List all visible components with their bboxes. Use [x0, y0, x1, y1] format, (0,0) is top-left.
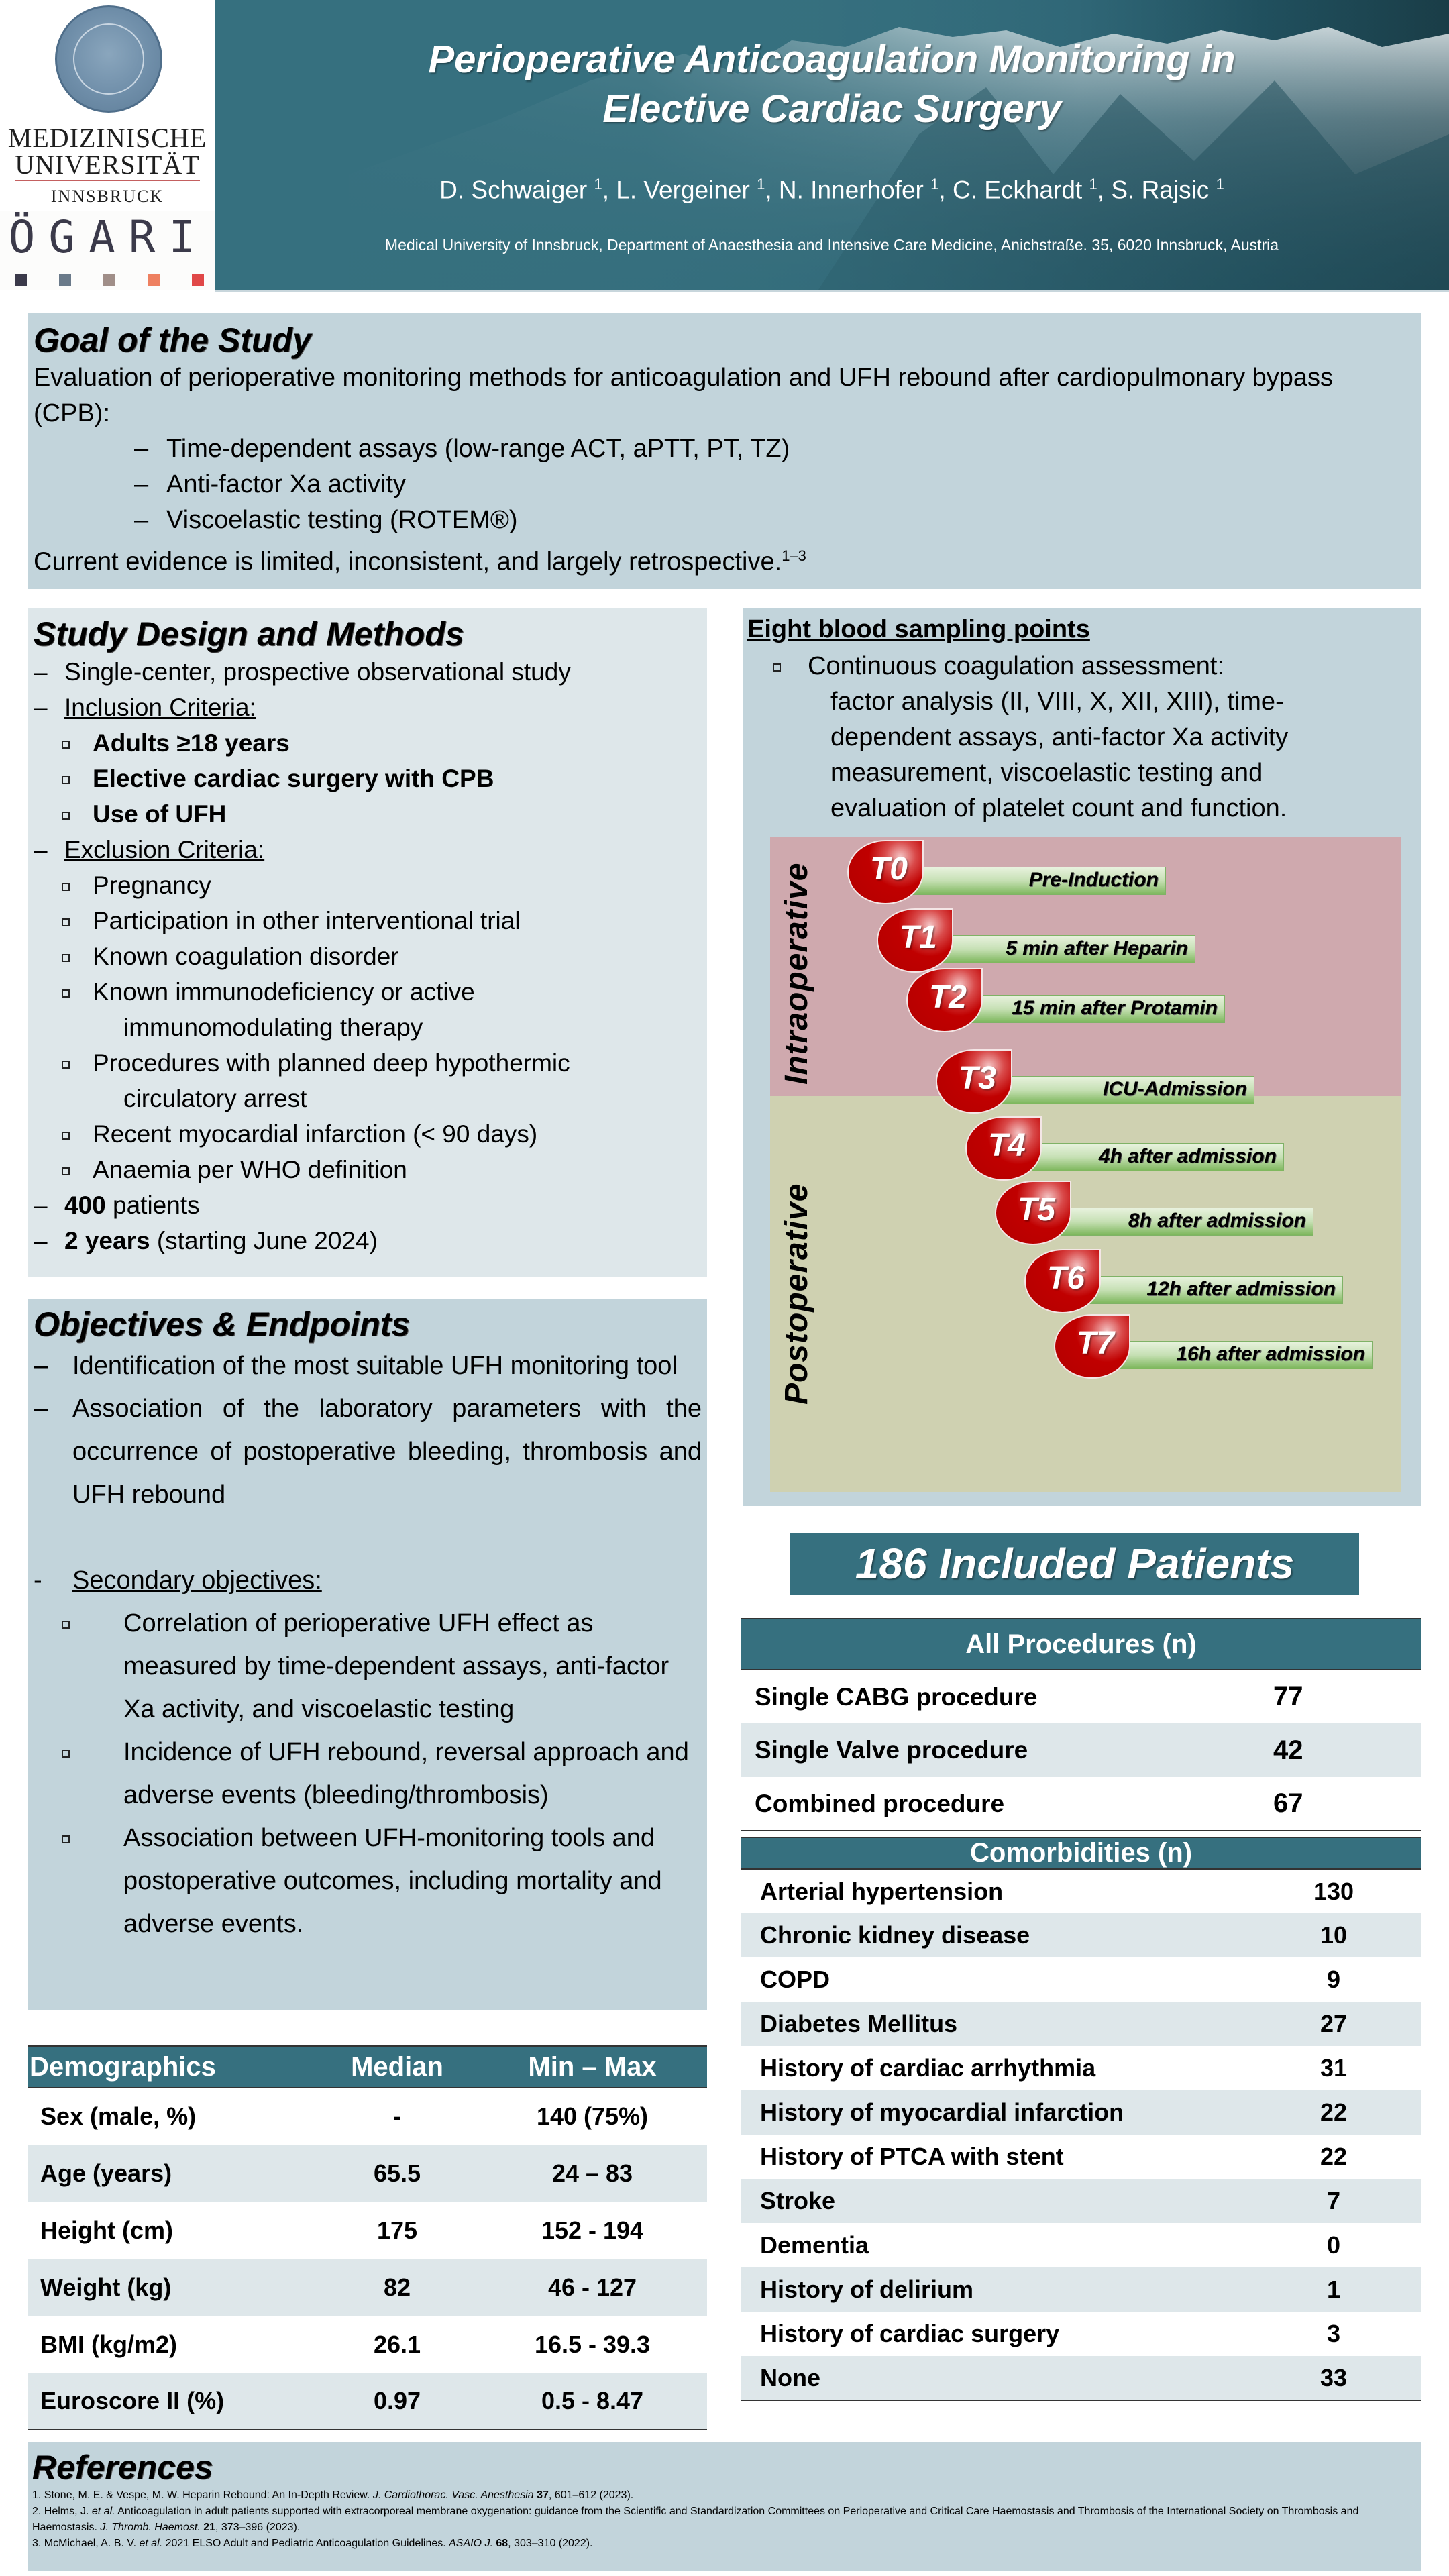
column-header: Median	[317, 2046, 478, 2088]
row-value: 42	[1273, 1735, 1303, 1765]
table-row	[28, 2145, 707, 2202]
author-list: D. Schwaiger $^1$, L. Vergeiner $^1$, N. Innerhofer $^1$, C. Eckhardt $^1$, S. Rajsic $^1$	[439, 176, 1224, 204]
reference-item: 3. McMichael, A. B. V. et al. 2021 ELSO Adult and Pediatric Anticoagulation Guidelines. ASAIO J. 68, 303–310 (2022).	[32, 2538, 593, 2549]
row-label: Height (cm)	[40, 2216, 173, 2244]
timepoint-description: 5 min after Heparin	[1006, 937, 1188, 959]
design-item: – 2 years (starting June 2024)	[34, 1223, 702, 1258]
row-value: 175	[376, 2216, 418, 2244]
square-bullet-icon	[34, 1152, 93, 1187]
poster-title-line1: Perioperative Anticoagulation Monitoring in	[428, 38, 1236, 81]
citation-mark: 1–3	[782, 547, 806, 564]
row-value: 7	[1326, 2187, 1341, 2214]
timepoint-description: 16h after admission	[1176, 1343, 1365, 1365]
goal-section	[28, 313, 1421, 589]
author-affiliation-mark: 1	[757, 176, 765, 193]
table-header-row	[741, 1837, 1421, 1869]
sampling-heading: Eight blood sampling points	[747, 615, 1090, 643]
comorbidities-header: Comorbidities (n)	[741, 1837, 1421, 1869]
blood-drop-icon	[965, 1116, 1042, 1181]
row-value: 0	[1326, 2231, 1341, 2259]
timepoint-id: T0	[869, 851, 908, 887]
square-bullet-icon	[34, 761, 93, 796]
timepoint-id: T3	[958, 1061, 996, 1096]
secondary-objective: Correlation of perioperative UFH effect as measured by time-dependent assays, anti-factor Xa activity, and viscoelastic testing	[34, 1602, 702, 1731]
table-row	[741, 2267, 1421, 2312]
dash-bullet-icon: –	[34, 1191, 48, 1219]
design-item	[34, 690, 702, 725]
affiliation: Medical University of Innsbruck, Department of Anaesthesia and Intensive Care Medicine, Anichstraße. 35, 6020 Innsbruck, Austria	[384, 236, 1279, 254]
timepoint-label-bar	[894, 867, 1166, 895]
row-value: 152 - 194	[541, 2216, 644, 2244]
row-value: 27	[1320, 2010, 1348, 2037]
row-label: COPD	[760, 1966, 830, 1993]
square-bullet-icon	[34, 796, 93, 832]
exclusion-item-continued: circulatory arrest	[123, 1085, 307, 1112]
timepoint-description: 4h after admission	[1098, 1145, 1277, 1167]
table-row	[741, 2046, 1421, 2090]
square-bullet-icon	[34, 974, 93, 1010]
blood-drop-icon	[936, 1049, 1012, 1114]
row-value: 0.97	[317, 2373, 478, 2430]
exclusion-item: Recent myocardial infarction (< 90 days)	[34, 1116, 702, 1152]
row-value: 82	[383, 2273, 411, 2301]
row-value: 77	[1273, 1682, 1303, 1711]
row-value: 31	[1320, 2054, 1348, 2082]
row-value: 9	[1326, 1966, 1341, 1993]
reference-item: 2. Helms, J. et al. Anticoagulation in adult patients supported with extracorporeal membrane oxygenation: guidance from the Scientific and Standardization Committees on Perioperative and Critical Care Haemostasis and Thrombosis of the International Society on Thrombosis and Haemostasis. J. Thromb. Haemost. 21, 373–396 (2023).	[32, 2506, 1359, 2533]
primary-objective: – Identification of the most suitable UFH monitoring tool	[34, 1344, 702, 1387]
dash-bullet-icon: –	[34, 836, 48, 863]
university-city: INNSBRUCK	[50, 186, 164, 206]
inclusion-label: Inclusion Criteria:	[64, 694, 256, 721]
table-row	[741, 1723, 1421, 1777]
author-affiliation-mark: 1	[930, 176, 939, 193]
author-name: C. Eckhardt	[952, 176, 1083, 204]
ogari-square-5	[192, 274, 204, 286]
row-label: Arterial hypertension	[760, 1877, 1004, 1905]
dash-bullet-icon: –	[34, 1227, 48, 1254]
table-row	[741, 2356, 1421, 2400]
square-bullet-icon	[34, 1116, 93, 1152]
row-value: 130	[1313, 1877, 1354, 1905]
square-bullet-icon	[34, 938, 93, 974]
ogari-square-2	[59, 274, 71, 286]
row-value: 24 – 83	[551, 2159, 633, 2187]
table-row	[741, 1869, 1421, 1913]
exclusion-item: Anaemia per WHO definition	[34, 1152, 702, 1187]
timepoint-label-bar	[924, 935, 1195, 963]
design-item: – Single-center, prospective observational study	[34, 654, 702, 690]
secondary-label-row	[34, 1559, 702, 1602]
exclusion-item: Known immunodeficiency or active	[34, 974, 702, 1010]
table-row	[741, 2223, 1421, 2267]
objectives-section	[28, 1299, 707, 2010]
ogari-square-3	[103, 274, 115, 286]
blood-drop-icon	[1054, 1314, 1130, 1379]
goal-heading: Goal of the Study	[34, 321, 311, 359]
exclusion-item: Procedures with planned deep hypothermic	[34, 1045, 702, 1081]
ogari-square-4	[148, 274, 160, 286]
author-affiliation-mark: 1	[1216, 176, 1224, 193]
row-label: Diabetes Mellitus	[760, 2010, 958, 2037]
square-bullet-icon	[34, 1045, 93, 1081]
timepoint-label-bar	[983, 1076, 1254, 1104]
objectives-heading: Objectives & Endpoints	[34, 1305, 411, 1343]
table-row	[741, 1777, 1421, 1831]
row-label: Combined procedure	[741, 1777, 1273, 1831]
primary-objective: – Association of the laboratory parameters with the occurrence of postoperative bleeding, thrombosis and UFH rebound	[34, 1387, 702, 1516]
dash-bullet-icon: -	[34, 1566, 42, 1595]
table-row	[28, 2202, 707, 2259]
patient-count: 400	[64, 1191, 106, 1219]
exclusion-item: Known coagulation disorder	[34, 938, 702, 974]
dash-bullet-icon: –	[34, 1395, 48, 1423]
study-design-heading: Study Design and Methods	[34, 615, 464, 653]
goal-item: – Anti-factor Xa activity	[34, 467, 1415, 502]
secondary-objective: Incidence of UFH rebound, reversal approach and adverse events (bleeding/thrombosis)	[34, 1731, 702, 1817]
exclusion-item-continued: immunomodulating therapy	[123, 1014, 423, 1041]
design-item	[34, 832, 702, 867]
timepoint-description: 12h after admission	[1146, 1278, 1336, 1300]
procedures-header: All Procedures (n)	[741, 1619, 1421, 1670]
row-label: History of PTCA with stent	[760, 2143, 1064, 2170]
square-bullet-icon	[34, 1602, 123, 1731]
blood-drop-icon	[877, 908, 953, 973]
inclusion-item: Use of UFH	[34, 796, 702, 832]
table-row	[741, 2002, 1421, 2046]
table-row	[741, 2312, 1421, 2356]
blood-drop-icon	[906, 968, 983, 1032]
row-value: 3	[1326, 2320, 1341, 2347]
timepoint-id: T2	[928, 979, 967, 1015]
row-value: 0.5 - 8.47	[478, 2373, 707, 2430]
author-name: L. Vergeiner	[616, 176, 750, 204]
table-header-row	[741, 1619, 1421, 1670]
ogari-logo	[0, 211, 215, 290]
references-section	[28, 2442, 1421, 2571]
secondary-objective: Association between UFH-monitoring tools and postoperative outcomes, including mortality and adverse events.	[34, 1817, 702, 1945]
goal-item: – Viscoelastic testing (ROTEM®)	[34, 502, 1415, 538]
timepoint-label-bar	[1071, 1276, 1343, 1304]
university-divider	[15, 180, 200, 181]
blood-drop-icon	[1024, 1249, 1101, 1313]
row-value: 22	[1320, 2098, 1348, 2126]
square-bullet-icon	[34, 1731, 123, 1817]
table-row	[28, 2316, 707, 2373]
row-value: 10	[1320, 1921, 1348, 1949]
timepoint-t7	[1054, 1314, 1387, 1392]
row-label: Sex (male, %)	[40, 2102, 197, 2130]
timepoint-label-bar	[953, 995, 1225, 1023]
goal-item: – Time-dependent assays (low-range ACT, aPTT, PT, TZ)	[34, 431, 1415, 467]
table-row	[28, 2259, 707, 2316]
university-seal-logo	[55, 5, 162, 113]
timepoint-t3	[936, 1049, 1387, 1127]
table-row	[741, 2090, 1421, 2135]
column-header: Demographics	[28, 2046, 317, 2088]
row-value: 22	[1320, 2143, 1348, 2170]
table-row	[28, 2088, 707, 2145]
author-name: D. Schwaiger	[439, 176, 588, 204]
timepoint-description: 8h after admission	[1128, 1210, 1306, 1232]
dash-bullet-icon: –	[34, 658, 48, 686]
ogari-square-1	[15, 274, 27, 286]
timepoint-id: T6	[1046, 1260, 1085, 1296]
banner-divider	[215, 290, 1449, 292]
square-bullet-icon	[770, 649, 808, 684]
row-label: History of cardiac arrhythmia	[760, 2054, 1096, 2082]
square-bullet-icon	[34, 903, 93, 938]
timepoint-t0	[847, 840, 1387, 918]
row-label: History of myocardial infarction	[760, 2098, 1124, 2126]
study-design-section	[28, 608, 707, 1277]
secondary-label: Secondary objectives:	[72, 1566, 322, 1595]
square-bullet-icon	[34, 725, 93, 761]
dash-bullet-icon: –	[134, 435, 149, 463]
table-row	[741, 1670, 1421, 1723]
timepoint-id: T1	[899, 920, 937, 955]
logo-panel	[0, 0, 215, 290]
poster-title-line2: Elective Cardiac Surgery	[602, 87, 1061, 131]
author-affiliation-mark: 1	[1089, 176, 1097, 193]
row-value: 33	[1273, 2356, 1421, 2400]
inclusion-item: Adults ≥18 years	[34, 725, 702, 761]
timepoint-t5	[995, 1181, 1387, 1258]
square-bullet-icon	[34, 1817, 123, 1945]
table-row	[741, 2179, 1421, 2223]
dash-bullet-icon: –	[134, 470, 149, 498]
timepoint-id: T4	[987, 1128, 1026, 1163]
blood-drop-icon	[995, 1181, 1071, 1245]
university-name-line1: MEDIZINISCHE	[7, 123, 207, 153]
row-value: 1	[1326, 2275, 1341, 2303]
author-affiliation-mark: 1	[594, 176, 602, 193]
timepoint-description: 15 min after Protamin	[1012, 997, 1218, 1019]
row-label: Dementia	[760, 2231, 869, 2259]
row-value: 140 (75%)	[536, 2102, 649, 2130]
intraoperative-label: Intraoperative	[779, 862, 814, 1085]
exclusion-label: Exclusion Criteria:	[64, 836, 265, 863]
table-row	[741, 1913, 1421, 1957]
row-value: 67	[1273, 1777, 1421, 1831]
goal-conclusion: Current evidence is limited, inconsistent, and largely retrospective.$^{1-3}$	[34, 547, 806, 576]
inclusion-item: Elective cardiac surgery with CPB	[34, 761, 702, 796]
exclusion-item: Participation in other interventional trial	[34, 903, 702, 938]
goal-intro: Evaluation of perioperative monitoring methods for anticoagulation and UFH rebound after cardiopulmonary bypass (CPB):	[34, 364, 1333, 427]
timepoint-id: T5	[1017, 1192, 1055, 1228]
row-label: None	[741, 2356, 1273, 2400]
timepoint-id: T7	[1076, 1326, 1114, 1361]
row-label: Stroke	[760, 2187, 836, 2214]
row-label: History of delirium	[760, 2275, 974, 2303]
timepoint-description: ICU-Admission	[1102, 1078, 1247, 1100]
table-row	[741, 2135, 1421, 2179]
table-header-row	[28, 2046, 707, 2088]
row-label: Single Valve procedure	[755, 1736, 1028, 1764]
row-value: 26.1	[373, 2330, 421, 2358]
study-duration: 2 years	[64, 1227, 150, 1254]
row-label: Age (years)	[40, 2159, 172, 2187]
row-label: Weight (kg)	[40, 2273, 172, 2301]
procedures-table	[741, 1618, 1421, 1831]
timepoint-t2	[906, 968, 1387, 1046]
postoperative-label: Postoperative	[779, 1183, 814, 1405]
square-bullet-icon	[34, 867, 93, 903]
dash-bullet-icon: –	[134, 506, 149, 534]
row-value: -	[393, 2102, 401, 2130]
table-row	[741, 1957, 1421, 2002]
row-value: 16.5 - 39.3	[534, 2330, 651, 2358]
ogari-wordmark: ÖGARI	[8, 211, 209, 263]
comorbidities-table	[741, 1837, 1421, 2401]
row-label: Single CABG procedure	[755, 1682, 1038, 1711]
author-name: N. Innerhofer	[778, 176, 924, 204]
included-patients-banner: 186 Included Patients	[790, 1533, 1359, 1595]
row-label: Chronic kidney disease	[760, 1921, 1030, 1949]
author-name: S. Rajsic	[1111, 176, 1210, 204]
timepoint-label-bar	[1101, 1341, 1373, 1369]
timepoint-label-bar	[1012, 1143, 1284, 1171]
timepoint-description: Pre-Induction	[1028, 869, 1159, 891]
table-row	[28, 2373, 707, 2430]
sampling-description: Continuous coagulation assessment: factor analysis (II, VIII, X, XII, XIII), time- dependent assays, anti-factor Xa activity measurement, viscoelastic testing and evaluation of platelet count and function.	[770, 649, 1414, 826]
blood-drop-icon	[847, 840, 924, 904]
row-label: Euroscore II (%)	[28, 2373, 317, 2430]
university-name-line2: UNIVERSITÄT	[15, 150, 200, 180]
design-item: – 400 patients	[34, 1187, 702, 1223]
demographics-table	[28, 2045, 707, 2430]
column-header: Min – Max	[478, 2046, 707, 2088]
row-label: BMI (kg/m2)	[40, 2330, 178, 2358]
row-value: 65.5	[373, 2159, 421, 2187]
reference-item: 1. Stone, M. E. & Vespe, M. W. Heparin Rebound: An In-Depth Review. J. Cardiothorac. Vasc. Anesthesia 37, 601–612 (2023).	[32, 2489, 634, 2501]
row-label: History of cardiac surgery	[760, 2320, 1060, 2347]
dash-bullet-icon: –	[34, 1352, 48, 1380]
timepoint-label-bar	[1042, 1208, 1313, 1236]
exclusion-item: Pregnancy	[34, 867, 702, 903]
dash-bullet-icon: –	[34, 694, 48, 721]
references-heading: References	[32, 2449, 213, 2486]
row-value: 46 - 127	[547, 2273, 637, 2301]
poster-title	[215, 35, 1449, 134]
sampling-section	[743, 608, 1421, 1506]
